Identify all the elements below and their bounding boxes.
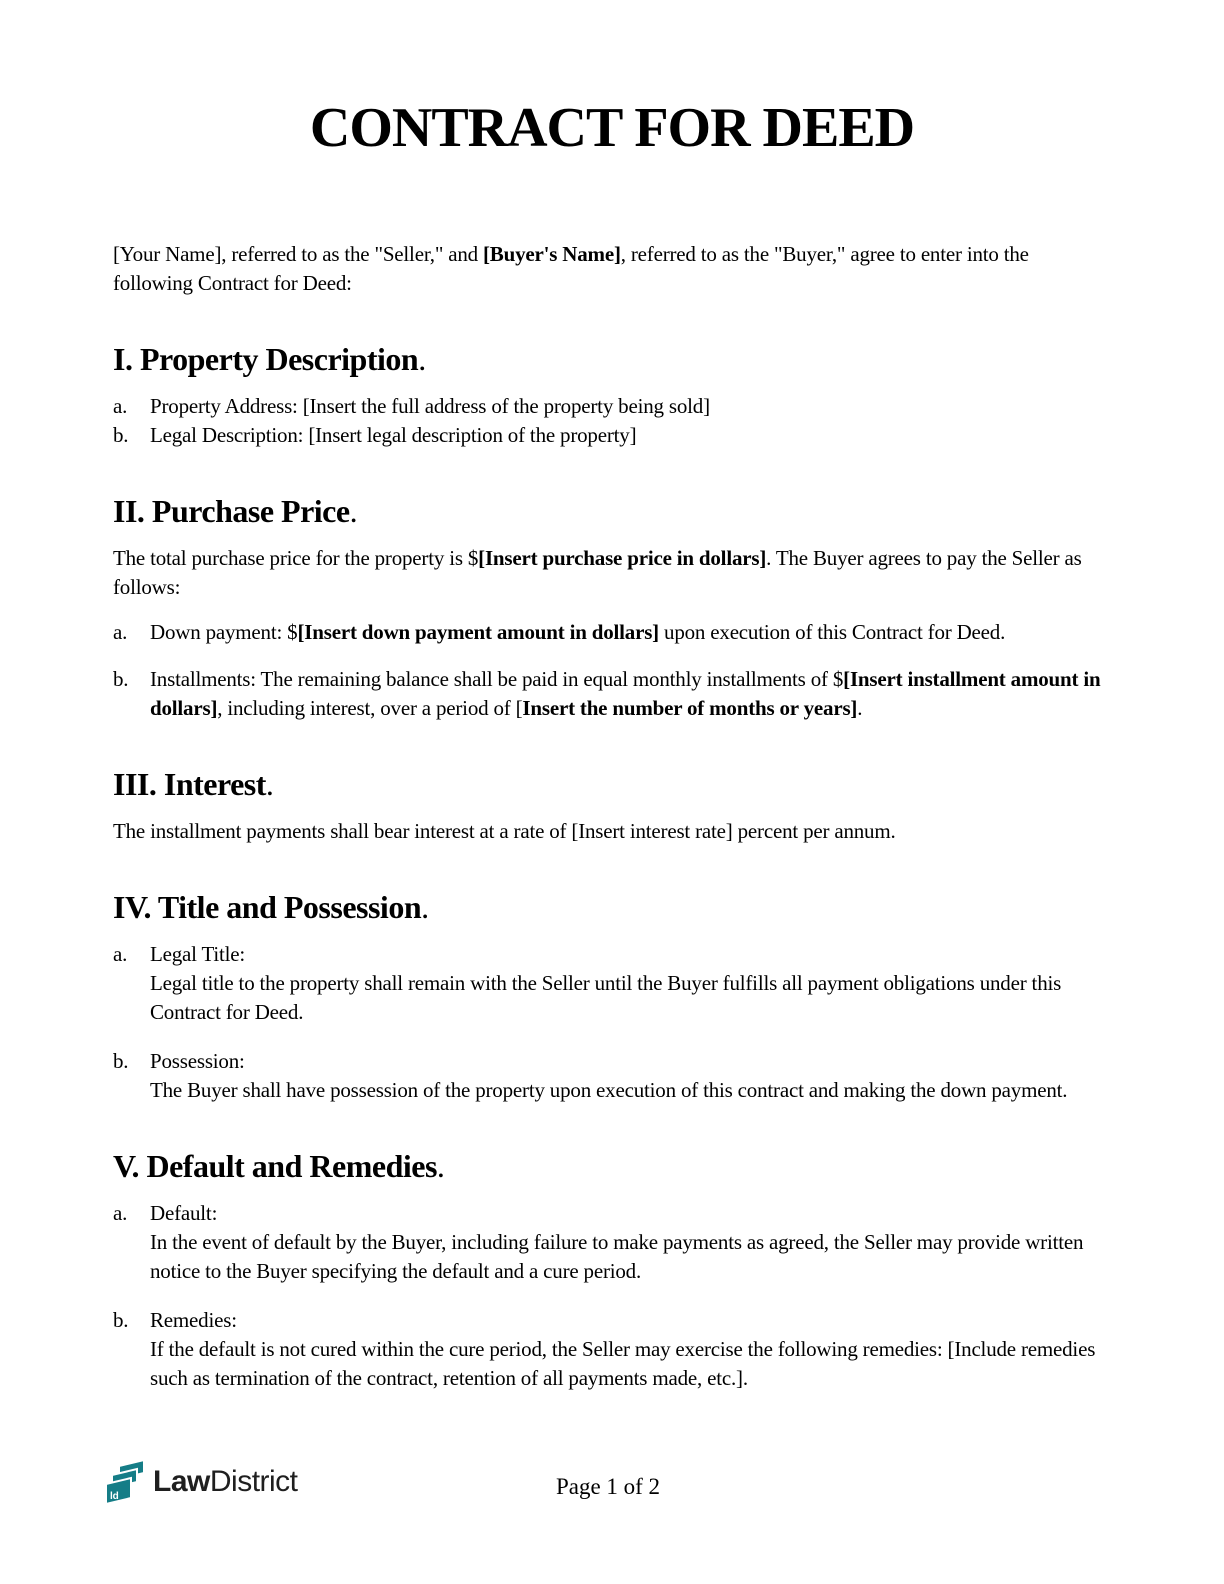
list-item-default <box>113 1199 1111 1286</box>
intro-text-pre: [Your Name], referred to as the "Seller," and <box>113 242 484 266</box>
section-heading-v <box>113 1147 1111 1185</box>
clause-text <box>150 665 1111 723</box>
section-heading-ii <box>113 492 1111 530</box>
clause-text: The Buyer shall have possession of the property upon execution of this contract and making the down payment. <box>150 1078 1068 1102</box>
intro-text-post: , referred to as the "Buyer," agree to enter into the following Contract for Deed: <box>113 242 1029 295</box>
term-length-placeholder: Insert the number of months or years] <box>522 696 858 720</box>
clause-list <box>113 392 1111 450</box>
purchase-price-paragraph <box>113 544 1111 602</box>
clause-subtitle: Possession: <box>150 1049 245 1073</box>
clause-subtitle: Remedies: <box>150 1308 237 1332</box>
logo-word-law: Law <box>153 1465 210 1498</box>
list-item-property-address <box>113 392 1111 421</box>
section-heading-text: I. Property Description <box>113 341 419 377</box>
clause-list <box>113 940 1111 1105</box>
list-marker: a. <box>113 620 128 644</box>
list-item-legal-description <box>113 421 1111 450</box>
purchase-price-placeholder: [Insert purchase price in dollars] <box>478 546 767 570</box>
section-property-description <box>113 340 1111 450</box>
list-marker: b. <box>113 1049 129 1073</box>
logo-word-district: District <box>209 1465 298 1498</box>
clause-text-segment: . The Buyer agrees to pay the Seller as follows: <box>113 546 1082 599</box>
clause-text: If the default is not cured within the cure period, the Seller may exercise the following remedies: [Include remedies such as termination of the contract, retention of all payments made, etc.]. <box>150 1337 1096 1390</box>
section-heading-text: II. Purchase Price <box>113 493 350 529</box>
section-heading-i <box>113 340 1111 378</box>
clause-text: Legal title to the property shall remain with the Seller until the Buyer fulfills all payment obligations under this Contract for Deed. <box>150 971 1062 1024</box>
document-title: CONTRACT FOR DEED <box>309 97 915 159</box>
list-marker: b. <box>113 667 129 691</box>
list-marker: b. <box>113 1308 129 1332</box>
list-item-installments <box>113 665 1111 723</box>
section-default-and-remedies <box>113 1147 1111 1393</box>
section-heading-text: III. Interest <box>113 766 266 802</box>
down-payment-placeholder: [Insert down payment amount in dollars] <box>297 620 659 644</box>
clause-subtitle: Legal Title: <box>150 942 246 966</box>
clause-text-segment: The total purchase price for the property is $ <box>113 546 479 570</box>
section-heading-period: . <box>349 493 358 529</box>
list-item-down-payment <box>113 618 1111 647</box>
clause-list <box>113 1199 1111 1393</box>
section-interest <box>113 765 1111 846</box>
installment-amount-placeholder: [Insert installment amount in dollars] <box>150 667 1101 720</box>
list-marker: a. <box>113 942 128 966</box>
section-heading-iv <box>113 888 1111 926</box>
list-marker: a. <box>113 1201 128 1225</box>
clause-text-segment: Installments: The remaining balance shall be paid in equal monthly installments of $ <box>150 667 844 691</box>
clause-text-segment: Down payment: $ <box>150 620 298 644</box>
clause-text-segment: upon execution of this Contract for Deed. <box>658 620 1006 644</box>
clause-block <box>150 940 1111 1027</box>
section-heading-period: . <box>265 766 274 802</box>
page-number: Page 1 of 2 <box>555 1474 661 1499</box>
section-heading-text: IV. Title and Possession <box>113 889 422 925</box>
list-marker: a. <box>113 394 128 418</box>
interest-paragraph: The installment payments shall bear interest at a rate of [Insert interest rate] percent per annum. <box>113 819 896 843</box>
clause-text <box>150 618 1111 647</box>
clause-text: Legal Description: [Insert legal description of the property] <box>150 423 637 447</box>
logo-mark-letters: ld <box>110 1491 119 1502</box>
section-heading-iii <box>113 765 1111 803</box>
clause-block <box>150 1047 1111 1105</box>
list-marker: b. <box>113 423 129 447</box>
section-heading-period: . <box>436 1148 445 1184</box>
clause-text-segment: , including interest, over a period of [ <box>217 696 523 720</box>
page-footer <box>105 1458 1111 1518</box>
list-item-legal-title <box>113 940 1111 1027</box>
section-heading-text: V. Default and Remedies <box>113 1148 437 1184</box>
section-title-and-possession <box>113 888 1111 1105</box>
list-item-remedies <box>113 1306 1111 1393</box>
clause-list <box>113 618 1111 723</box>
clause-block <box>150 1306 1111 1393</box>
section-purchase-price <box>113 492 1111 723</box>
clause-subtitle: Default: <box>150 1201 218 1225</box>
list-item-possession <box>113 1047 1111 1105</box>
clause-text-segment: . <box>857 696 863 720</box>
buyer-name-placeholder: [Buyer's Name] <box>483 242 621 266</box>
section-heading-period: . <box>421 889 429 925</box>
intro-paragraph <box>113 240 1111 298</box>
clause-text: In the event of default by the Buyer, including failure to make payments as agreed, the Seller may provide written notice to the Buyer specifying the default and a cure period. <box>150 1230 1084 1283</box>
clause-text: Property Address: [Insert the full address of the property being sold] <box>150 394 710 418</box>
section-heading-period: . <box>418 341 426 377</box>
clause-block <box>150 1199 1111 1286</box>
